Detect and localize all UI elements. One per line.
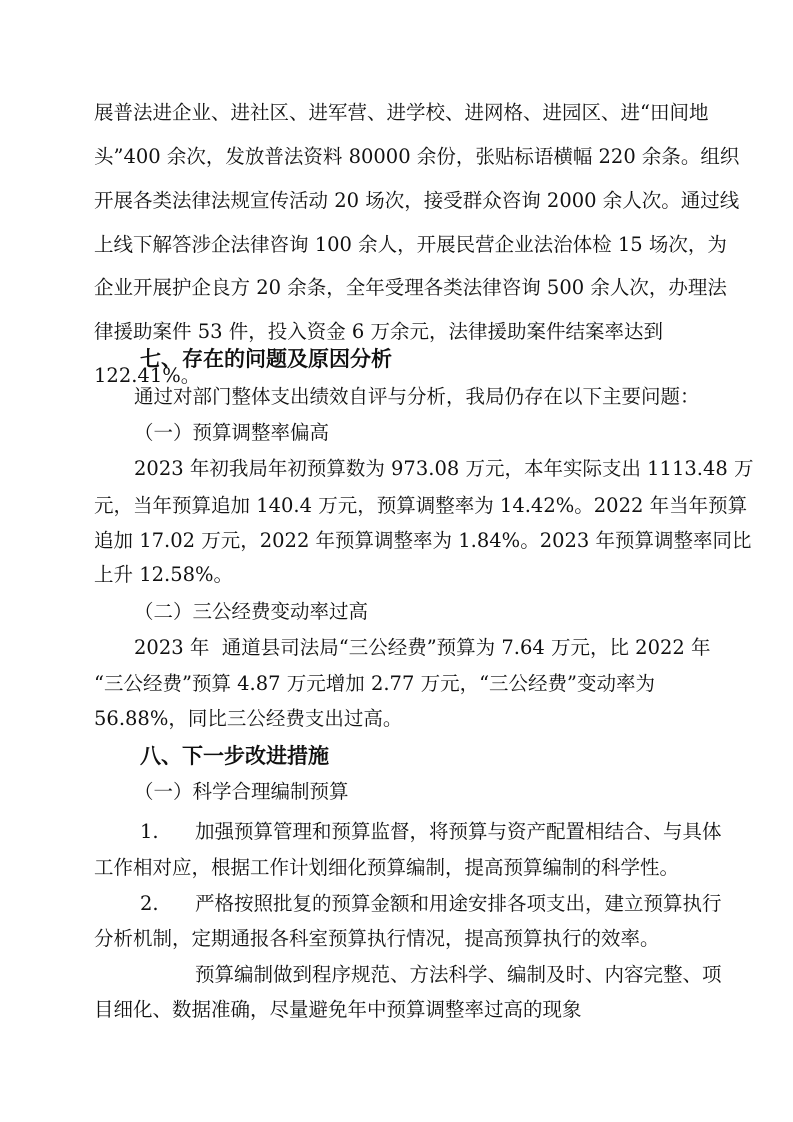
paragraph-line: 追加 17.02 万元，2022 年预算调整率为 1.84%。2023 年预算调整率同比	[94, 529, 752, 552]
paragraph-line: 122.41%。	[94, 364, 201, 387]
paragraph-line: 头”400 余次，发放普法资料 80000 余份，张贴标语横幅 220 余条。组织	[94, 145, 740, 168]
list-item-number: 2.	[140, 892, 159, 915]
list-item-text: 工作相对应，根据工作计划细化预算编制，提高预算编制的科学性。	[94, 856, 680, 879]
list-item-text: 目细化、数据准确，尽量避免年中预算调整率过高的现象	[94, 998, 582, 1021]
section-heading-8: 八、下一步改进措施	[140, 744, 329, 768]
paragraph-line: 元，当年预算追加 140.4 万元，预算调整率为 14.42%。2022 年当年预算	[94, 494, 748, 517]
list-item-text: 加强预算管理和预算监督，将预算与资产配置相结合、与具体	[195, 820, 722, 843]
subsection-title: （一）预算调整率偏高	[134, 421, 330, 444]
paragraph-line: 上升 12.58%。	[94, 563, 234, 586]
list-item-number: 1.	[140, 820, 159, 843]
paragraph-line: “三公经费”预算 4.87 万元增加 2.77 万元，“三公经费”变动率为	[94, 672, 656, 695]
list-item-text: 预算编制做到程序规范、方法科学、编制及时、内容完整、项	[195, 963, 722, 986]
paragraph-line: 开展各类法律法规宣传活动 20 场次，接受群众咨询 2000 余人次。通过线	[94, 189, 740, 212]
paragraph-line: 2023 年初我局年初预算数为 973.08 万元，本年实际支出 1113.48 万	[134, 457, 754, 480]
section-intro: 通过对部门整体支出绩效自评与分析，我局仍存在以下主要问题：	[134, 385, 700, 408]
list-item-text: 严格按照批复的预算金额和用途安排各项支出，建立预算执行	[195, 892, 722, 915]
paragraph-line: 56.88%，同比三公经费支出过高。	[94, 707, 403, 730]
paragraph-line: 企业开展护企良方 20 余条，全年受理各类法律咨询 500 余人次，办理法	[94, 276, 727, 299]
subsection-title: （一）科学合理编制预算	[134, 780, 349, 803]
paragraph-line: 上线下解答涉企法律咨询 100 余人，开展民营企业法治体检 15 场次，为	[94, 233, 727, 256]
paragraph-line: 2023 年 通道县司法局“三公经费”预算为 7.64 万元，比 2022 年	[134, 636, 711, 659]
section-heading-7: 七、存在的问题及原因分析	[140, 347, 392, 371]
list-item-text: 分析机制，定期通报各科室预算执行情况，提高预算执行的效率。	[94, 927, 660, 950]
subsection-title: （二）三公经费变动率过高	[134, 600, 369, 623]
paragraph-line: 律援助案件 53 件，投入资金 6 万余元，法律援助案件结案率达到	[94, 320, 664, 343]
paragraph-line: 展普法进企业、进社区、进军营、进学校、进网格、进园区、进“田间地	[94, 101, 709, 124]
